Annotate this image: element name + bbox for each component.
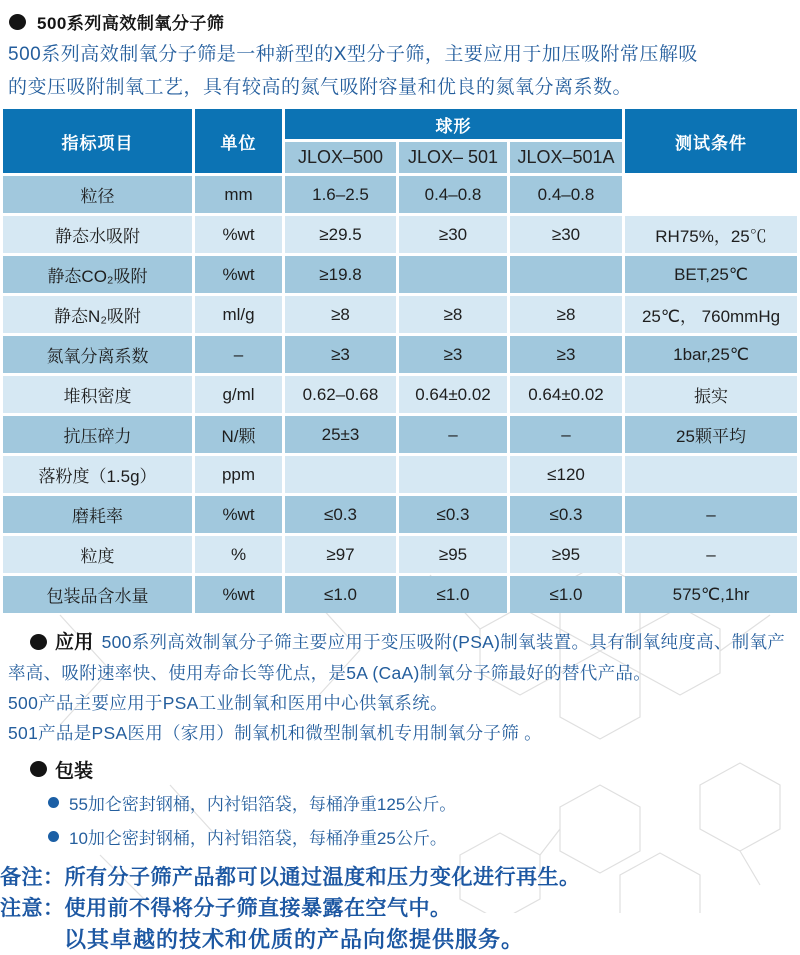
col-header-model-jlox501: JLOX– 501 — [399, 142, 507, 173]
spec-condition-cell: 1bar,25℃ — [625, 336, 797, 373]
spec-value-cell: 0.64±0.02 — [510, 376, 622, 413]
spec-value-cell: ≥30 — [399, 216, 507, 253]
spec-value-cell — [510, 256, 622, 293]
spec-item-cell: 包装品含水量 — [3, 576, 192, 613]
packaging-bullet-icon — [30, 761, 47, 777]
spec-value-cell: – — [510, 416, 622, 453]
spec-item-cell: 粒度 — [3, 536, 192, 573]
table-row — [3, 216, 797, 253]
page-title: 500系列高效制氧分子筛 — [37, 14, 225, 33]
closing-line: 以其卓越的技术和优质的产品向您提供服务。 — [64, 927, 525, 952]
spec-value-cell: 25±3 — [285, 416, 396, 453]
table-row — [3, 456, 797, 493]
spec-value-cell: ≤1.0 — [399, 576, 507, 613]
spec-condition-cell: – — [625, 536, 797, 573]
page-title-row — [0, 0, 800, 34]
table-row — [3, 416, 797, 453]
spec-value-cell: ≤0.3 — [510, 496, 622, 533]
spec-value-cell — [285, 456, 396, 493]
spec-value-cell: ≥8 — [510, 296, 622, 333]
spec-unit-cell: ml/g — [195, 296, 282, 333]
remark-text: 所有分子筛产品都可以通过温度和压力变化进行再生。 — [64, 866, 581, 889]
col-header-item: 指标项目 — [3, 109, 192, 173]
spec-value-cell: ≥3 — [399, 336, 507, 373]
spec-unit-cell: N/颗 — [195, 416, 282, 453]
notes-section — [0, 862, 794, 955]
spec-condition-cell: 575℃,1hr — [625, 576, 797, 613]
table-row — [3, 336, 797, 373]
spec-unit-cell: %wt — [195, 216, 282, 253]
title-bullet-icon — [9, 14, 26, 30]
table-row — [3, 536, 797, 573]
spec-unit-cell: %wt — [195, 496, 282, 533]
spec-value-cell: ≥97 — [285, 536, 396, 573]
application-paragraph — [8, 627, 794, 688]
spec-value-cell: ≥8 — [285, 296, 396, 333]
spec-value-cell: ≥30 — [510, 216, 622, 253]
spec-unit-cell: %wt — [195, 256, 282, 293]
spec-condition-cell: 振实 — [625, 376, 797, 413]
spec-value-cell: ≥8 — [399, 296, 507, 333]
spec-value-cell: ≥3 — [510, 336, 622, 373]
packaging-item-text: 55加仑密封钢桶，内衬铝箔袋，每桶净重125公斤。 — [69, 794, 457, 814]
col-header-group: 球形 — [285, 109, 622, 139]
spec-condition-cell: – — [625, 496, 797, 533]
spec-condition-cell: 25颗平均 — [625, 416, 797, 453]
intro-line-2: 的变压吸附制氧工艺，具有较高的氮气吸附容量和优良的氮氧分离系数。 — [8, 77, 633, 98]
spec-value-cell: 1.6–2.5 — [285, 176, 396, 213]
application-line-500: 500产品主要应用于PSA工业制氧和医用中心供氧系统。 — [8, 693, 448, 713]
remark-label: 备注： — [0, 866, 65, 889]
packaging-item — [48, 822, 794, 850]
caution-label: 注意： — [0, 897, 65, 920]
spec-value-cell: ≤1.0 — [285, 576, 396, 613]
spec-table — [0, 106, 800, 616]
application-label: 应用 — [55, 632, 94, 653]
table-row — [3, 496, 797, 533]
spec-value-cell: 0.64±0.02 — [399, 376, 507, 413]
spec-value-cell: – — [399, 416, 507, 453]
spec-value-cell: ≤0.3 — [285, 496, 396, 533]
intro-paragraph — [0, 34, 800, 104]
spec-value-cell: ≤120 — [510, 456, 622, 493]
spec-unit-cell: %wt — [195, 576, 282, 613]
list-dot-icon — [48, 797, 59, 808]
table-row — [3, 256, 797, 293]
table-row — [3, 296, 797, 333]
packaging-label: 包装 — [55, 760, 94, 782]
application-bullet-icon — [30, 634, 47, 650]
col-header-condition: 测试条件 — [625, 109, 797, 173]
table-row — [3, 176, 797, 213]
spec-value-cell: ≥3 — [285, 336, 396, 373]
col-header-model-jlox500: JLOX–500 — [285, 142, 396, 173]
spec-table-body — [3, 176, 797, 613]
spec-value-cell: ≥19.8 — [285, 256, 396, 293]
packaging-item-text: 10加仑密封钢桶，内衬铝箔袋，每桶净重25公斤。 — [69, 828, 447, 848]
spec-condition-cell: BET,25℃ — [625, 256, 797, 293]
col-header-model-jlox501a: JLOX–501A — [510, 142, 622, 173]
caution-text: 使用前不得将分子筛直接暴露在空气中。 — [64, 897, 452, 920]
remark-line — [0, 862, 794, 893]
spec-item-cell: 氮氧分离系数 — [3, 336, 192, 373]
packaging-item — [48, 788, 794, 816]
spec-value-cell: ≥95 — [510, 536, 622, 573]
col-header-unit: 单位 — [195, 109, 282, 173]
spec-item-cell: 磨耗率 — [3, 496, 192, 533]
application-text: 500系列高效制氧分子筛主要应用于变压吸附(PSA)制氧装置。具有制氧纯度高、制氧产率高、吸附速率快、使用寿命长等优点，是5A (CaA)制氧分子筛最好的替代产品。 — [8, 632, 786, 683]
packaging-section — [8, 756, 794, 850]
spec-value-cell: 0.4–0.8 — [399, 176, 507, 213]
spec-unit-cell: ppm — [195, 456, 282, 493]
intro-line-1: 500系列高效制氧分子筛是一种新型的X型分子筛，主要应用于加压吸附常压解吸 — [8, 44, 698, 65]
spec-value-cell: ≥95 — [399, 536, 507, 573]
spec-item-cell: 抗压碎力 — [3, 416, 192, 453]
list-dot-icon — [48, 831, 59, 842]
application-line-501: 501产品是PSA医用（家用）制氧机和微型制氧机专用制氧分子筛 。 — [8, 723, 542, 743]
spec-value-cell: ≤1.0 — [510, 576, 622, 613]
spec-value-cell — [399, 256, 507, 293]
spec-condition-cell: RH75%，25℃ — [625, 216, 797, 253]
spec-item-cell: 落粉度（1.5g） — [3, 456, 192, 493]
spec-unit-cell: – — [195, 336, 282, 373]
spec-value-cell: 0.4–0.8 — [510, 176, 622, 213]
spec-item-cell: 堆积密度 — [3, 376, 192, 413]
spec-value-cell: ≤0.3 — [399, 496, 507, 533]
spec-unit-cell: mm — [195, 176, 282, 213]
spec-item-cell: 静态N₂吸附 — [3, 296, 192, 333]
spec-unit-cell: % — [195, 536, 282, 573]
spec-unit-cell: g/ml — [195, 376, 282, 413]
caution-line — [0, 893, 794, 924]
table-row — [3, 576, 797, 613]
spec-value-cell — [399, 456, 507, 493]
spec-item-cell: 静态水吸附 — [3, 216, 192, 253]
spec-item-cell: 静态CO₂吸附 — [3, 256, 192, 293]
application-section — [8, 627, 794, 748]
spec-value-cell: ≥29.5 — [285, 216, 396, 253]
spec-condition-cell: 25℃， 760mmHg — [625, 296, 797, 333]
spec-value-cell: 0.62–0.68 — [285, 376, 396, 413]
spec-item-cell: 粒径 — [3, 176, 192, 213]
spec-condition-cell — [625, 456, 797, 493]
packaging-header — [8, 756, 794, 782]
table-row — [3, 376, 797, 413]
